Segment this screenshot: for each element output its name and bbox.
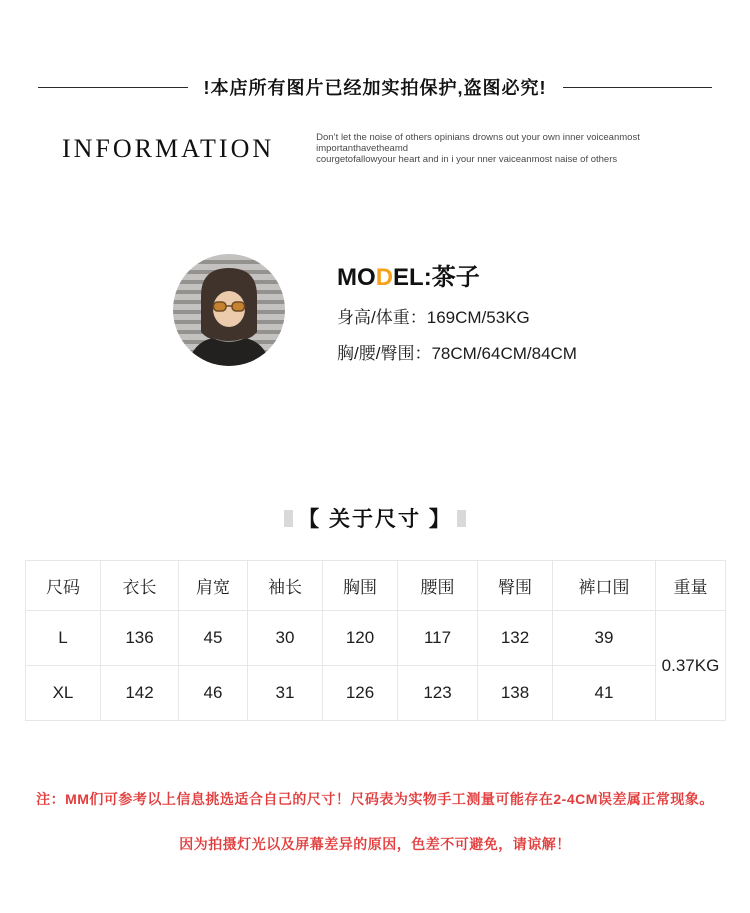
- information-subtitle-line1: Don’t let the noise of others opinians drowns out your own inner voiceanmost importanthavetheamd: [316, 132, 640, 154]
- table-cell: 46: [179, 666, 248, 721]
- table-cell: 142: [101, 666, 179, 721]
- size-notes: [0, 789, 750, 854]
- header-weight: 重量: [656, 561, 726, 611]
- table-cell: 30: [248, 611, 323, 666]
- anti-theft-notice: [0, 74, 750, 100]
- table-cell: 117: [398, 611, 478, 666]
- information-header: [0, 132, 750, 165]
- table-cell: 39: [553, 611, 656, 666]
- header-shoulder-width: 肩宽: [179, 561, 248, 611]
- table-cell-weight: 0.37KG: [656, 611, 726, 721]
- header-garment-length: 衣长: [101, 561, 179, 611]
- size-section-title: 【 关于尺寸 】: [298, 508, 452, 531]
- divider-line-right: [563, 87, 713, 88]
- divider-line-left: [38, 87, 188, 88]
- model-photo: [173, 254, 285, 366]
- header-sleeve-length: 袖长: [248, 561, 323, 611]
- model-portrait-illustration: [173, 254, 285, 366]
- model-section: [0, 254, 750, 366]
- header-waist: 腰围: [398, 561, 478, 611]
- model-height-weight: 身高/体重：169CM/53KG: [337, 307, 530, 327]
- decor-bar-left: [284, 510, 293, 527]
- decor-bar-right: [457, 510, 466, 527]
- header-size-code: 尺码: [26, 561, 101, 611]
- size-table: [25, 560, 726, 721]
- model-name-prefix: MO: [337, 263, 376, 291]
- table-cell: 126: [323, 666, 398, 721]
- size-section-header: [0, 503, 750, 533]
- model-info: [337, 257, 577, 364]
- table-cell: 41: [553, 666, 656, 721]
- size-table-row-l: [26, 611, 726, 666]
- size-table-header-row: [26, 561, 726, 611]
- note-line-1: 注：MM们可参考以上信息挑选适合自己的尺寸！尺码表为实物手工测量可能存在2-4CM误差属正常现象。: [36, 791, 714, 807]
- note-line-2: 因为拍摄灯光以及屏幕差异的原因，色差不可避免，请谅解！: [179, 836, 571, 852]
- table-cell: 120: [323, 611, 398, 666]
- table-cell: XL: [26, 666, 101, 721]
- size-table-row-xl: [26, 666, 726, 721]
- model-measurements: 胸/腰/臀围：78CM/64CM/84CM: [337, 343, 577, 363]
- table-cell: L: [26, 611, 101, 666]
- table-cell: 132: [478, 611, 553, 666]
- model-name-highlight: D: [375, 263, 394, 291]
- table-cell: 136: [101, 611, 179, 666]
- information-subtitle-line2: courgetofallowyour heart and in i your nner vaiceanmost naise of others: [316, 154, 618, 165]
- header-leg-opening: 裤口围: [553, 561, 656, 611]
- information-title: INFORMATION: [62, 133, 275, 163]
- anti-theft-notice-text: !本店所有图片已经加实拍保护,盗图必究!: [203, 78, 547, 98]
- header-bust: 胸围: [323, 561, 398, 611]
- header-hip: 臀围: [478, 561, 553, 611]
- table-cell: 31: [248, 666, 323, 721]
- information-subtitle: [316, 132, 728, 165]
- table-cell: 123: [398, 666, 478, 721]
- table-cell: 138: [478, 666, 553, 721]
- model-name-suffix: EL:茶子: [393, 263, 480, 291]
- table-cell: 45: [179, 611, 248, 666]
- model-name: [337, 257, 577, 292]
